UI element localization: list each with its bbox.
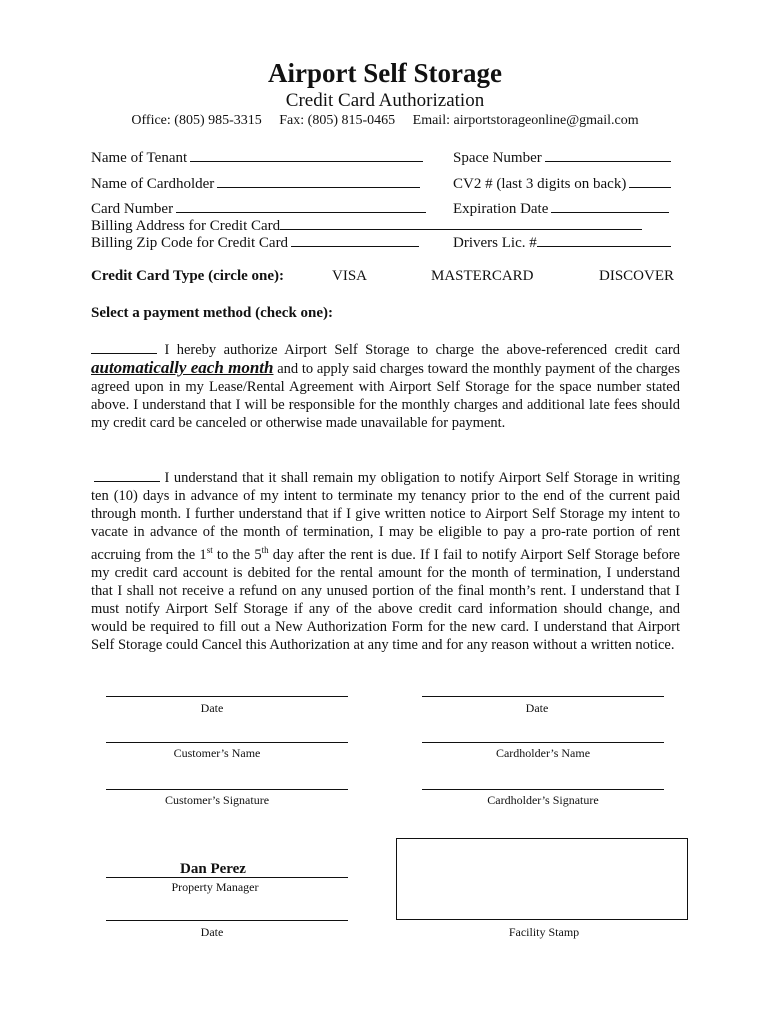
cv2-label: CV2 # (last 3 digits on back) (453, 176, 627, 192)
email-address: Email: airportstorageonline@gmail.com (412, 113, 639, 128)
expiration-line[interactable] (551, 199, 669, 213)
cardholder-signature-label: Cardholder’s Signature (487, 793, 599, 807)
payment-option-automatic (91, 341, 680, 432)
date-right-label: Date (525, 701, 549, 715)
cv2-field[interactable] (453, 174, 671, 193)
notice-text-b: to the 5 (212, 546, 262, 563)
date-bottom-label: Date (200, 925, 224, 939)
office-phone: Office: (805) 985-3315 (131, 113, 262, 128)
cardholder-name-sig-line[interactable] (422, 742, 664, 743)
space-number-label: Space Number (453, 150, 542, 166)
customer-name-label: Customer’s Name (173, 746, 261, 760)
sup-th: th (261, 545, 269, 555)
card-type-mastercard[interactable]: MASTERCARD (431, 268, 534, 284)
billing-zip-label: Billing Zip Code for Credit Card (91, 235, 289, 251)
cardholder-signature-line[interactable] (422, 789, 664, 790)
notice-checkbox[interactable] (94, 469, 160, 482)
payment-option-notice (91, 469, 680, 654)
automatic-payment-checkbox[interactable] (91, 341, 157, 354)
drivers-license-label: Drivers Lic. # (453, 235, 537, 251)
card-number-line[interactable] (176, 199, 426, 213)
drivers-license-field[interactable] (453, 233, 671, 252)
property-manager-title: Property Manager (171, 880, 259, 894)
billing-address-line[interactable] (280, 216, 642, 230)
card-type-discover[interactable]: DISCOVER (599, 268, 675, 284)
billing-address-label: Billing Address for Credit Card (91, 218, 281, 234)
automatic-option-text-end: and to apply said charges toward the monthly payment of the charges agreed upon in my Lease/Rental Agreement with Airport Self Storage for the space number stated above. I understand that I will be responsible for the monthly charges and additional late fees should my credit card be canceled or otherwise made unavailable for payment. (91, 361, 681, 431)
cardholder-name-sig-label: Cardholder’s Name (495, 746, 591, 760)
card-number-label: Card Number (91, 201, 174, 217)
cardholder-name-field[interactable] (91, 174, 420, 193)
customer-signature-label: Customer’s Signature (164, 793, 270, 807)
date-bottom-line[interactable] (106, 920, 348, 921)
card-type-visa[interactable]: VISA (332, 268, 368, 284)
payment-method-heading: Select a payment method (check one): (91, 305, 334, 321)
tenant-name-field[interactable] (91, 148, 423, 167)
automatic-emphasis: automatically each month (91, 358, 274, 377)
expiration-label: Expiration Date (453, 201, 549, 217)
cardholder-name-label: Name of Cardholder (91, 176, 215, 192)
date-left-label: Date (200, 701, 224, 715)
document-subtitle: Credit Card Authorization (285, 90, 485, 111)
drivers-license-line[interactable] (537, 233, 671, 247)
space-number-field[interactable] (453, 148, 671, 167)
notice-text-c: day after the rent is due. If I fail to notify Airport Self Storage before my credit card account is debited for the rental amount for the month of termination, I understand that I shall not receive a refund on any unused portion of the final month’s rent. I understand that I must notify Airport Self Storage if any of the above credit card information should change, and would be required to fill out a New Authorization Form for the new card. I understand that Airport Self Storage could Cancel this Authorization at any time and for any reason without a written notice. (91, 546, 680, 653)
cv2-line[interactable] (629, 174, 671, 188)
billing-zip-line[interactable] (291, 233, 419, 247)
property-manager-line (106, 877, 348, 878)
contact-line (0, 113, 770, 129)
customer-name-line[interactable] (106, 742, 348, 743)
tenant-name-label: Name of Tenant (91, 150, 188, 166)
facility-stamp-label: Facility Stamp (508, 925, 580, 939)
property-manager-name: Dan Perez (180, 861, 246, 877)
billing-zip-field[interactable] (91, 233, 419, 252)
date-right-line[interactable] (422, 696, 664, 697)
date-left-line[interactable] (106, 696, 348, 697)
automatic-option-text-start: I hereby authorize Airport Self Storage to charge the above-referenced credit card (164, 342, 681, 358)
sup-st: st (206, 545, 213, 555)
customer-signature-line[interactable] (106, 789, 348, 790)
card-type-label: Credit Card Type (circle one): (91, 268, 285, 284)
document-title: Airport Self Storage (268, 58, 502, 88)
notice-text-a: I understand that it shall remain my obligation to notify Airport Self Storage in writing ten (10) days in advance of my intent to terminate my tenancy prior to the end of the current paid through month. I further understand that if I give written notice to Airport Self Storage my intent to vacate in advance of the month of termination, I may be eligible to pay a pro-rate portion of rent accruing from the 1 (91, 470, 680, 563)
space-number-line[interactable] (545, 148, 671, 162)
fax-number: Fax: (805) 815-0465 (279, 113, 396, 128)
facility-stamp-box[interactable] (396, 838, 688, 920)
cardholder-name-line[interactable] (217, 174, 420, 188)
tenant-name-line[interactable] (190, 148, 423, 162)
